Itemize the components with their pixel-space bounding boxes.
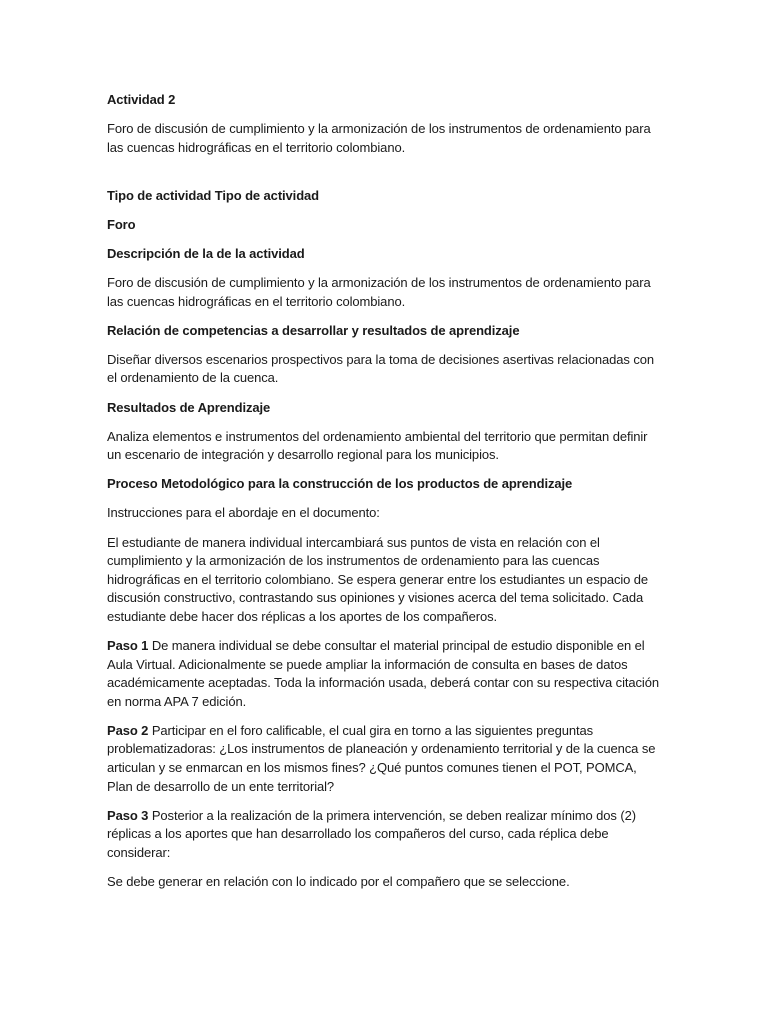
step-2-text: Participar en el foro calificable, el cual gira en torno a las siguientes preguntas problematizadoras: ¿Los instrumentos de planeación y ordenamiento territorial y de la cuenca se articulan y se enmarcan en los mismos fines? ¿Qué puntos comunes tienen el POT, POMCA, Plan de desarrollo de un ente territorial? — [107, 722, 656, 794]
document-page — [107, 91, 659, 902]
learning-results-heading: Resultados de Aprendizaje — [107, 399, 271, 415]
step-1-paragraph — [107, 637, 659, 711]
step-3-text: Posterior a la realización de la primera intervención, se deben realizar mínimo dos (2) réplicas a los aportes que han desarrollado los compañeros del curso, cada réplica debe considerar: — [107, 807, 636, 860]
final-paragraph: Se debe generar en relación con lo indicado por el compañero que se seleccione. — [107, 874, 570, 889]
step-3-paragraph — [107, 807, 659, 863]
activity-type-heading: Tipo de actividad Tipo de actividad — [107, 187, 320, 203]
spacer — [107, 168, 659, 187]
intro-paragraph: Foro de discusión de cumplimiento y la armonización de los instrumentos de ordenamiento para las cuencas hidrográficas en el territorio colombiano. — [107, 121, 651, 155]
description-paragraph: Foro de discusión de cumplimiento y la armonización de los instrumentos de ordenamiento para las cuencas hidrográficas en el territorio colombiano. — [107, 275, 651, 309]
methodology-heading: Proceso Metodológico para la construcción de los productos de aprendizaje — [107, 476, 573, 492]
description-heading: Descripción de la de la actividad — [107, 245, 305, 261]
step-2-paragraph — [107, 722, 659, 796]
activity-type-value: Foro — [107, 216, 136, 232]
competencies-paragraph: Diseñar diversos escenarios prospectivos para la toma de decisiones asertivas relacionadas con el ordenamiento de la cuenca. — [107, 351, 654, 386]
step-3-label: Paso 3 — [107, 807, 149, 823]
step-2-label: Paso 2 — [107, 722, 149, 738]
instructions-line: Instrucciones para el abordaje en el documento: — [107, 505, 380, 521]
activity-title: Actividad 2 — [107, 92, 176, 107]
student-paragraph: El estudiante de manera individual intercambiará sus puntos de vista en relación con el cumplimiento y la armonización de los instrumentos de ordenamiento para las cuencas hidrográficas en el territorio colombiano. Se espera generar entre los estudiantes un espacio de discusión constructivo, contrastando sus opiniones y visiones acerca del tema solicitado. Cada estudiante debe hacer dos réplicas a los aportes de los compañeros. — [107, 534, 649, 624]
step-1-label: Paso 1 — [107, 637, 149, 653]
learning-results-paragraph: Analiza elementos e instrumentos del ordenamiento ambiental del territorio que permitan definir un escenario de integración y desarrollo regional para los municipios. — [107, 428, 648, 463]
step-1-text: De manera individual se debe consultar el material principal de estudio disponible en el Aula Virtual. Adicionalmente se puede ampliar la información de consulta en bases de datos académicamente aceptadas. Toda la información usada, deberá contar con su respectiva citación en norma APA 7 edición. — [107, 637, 659, 709]
competencies-heading: Relación de competencias a desarrollar y resultados de aprendizaje — [107, 322, 520, 338]
